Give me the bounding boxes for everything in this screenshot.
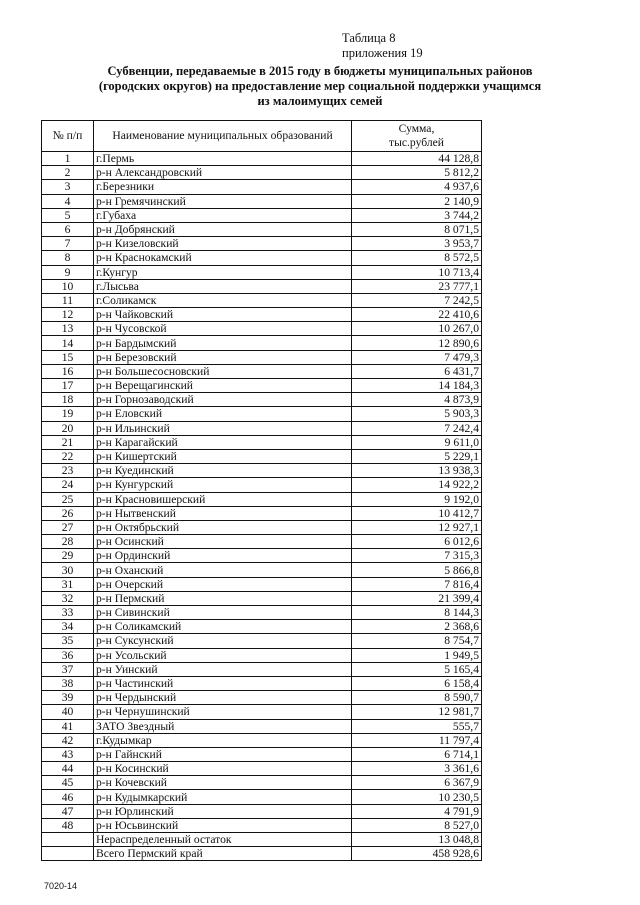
row-sum: 5 903,3 — [352, 407, 482, 421]
row-number: 5 — [42, 208, 94, 222]
table-row — [42, 620, 482, 634]
row-sum: 4 873,9 — [352, 393, 482, 407]
row-sum: 1 949,5 — [352, 648, 482, 662]
row-number: 23 — [42, 464, 94, 478]
municipality-name: р-н Кудымкарский — [94, 790, 352, 804]
row-sum: 3 744,2 — [352, 208, 482, 222]
table-row — [42, 350, 482, 364]
total-label: Всего Пермский край — [94, 847, 352, 861]
total-number — [42, 847, 94, 861]
row-number: 33 — [42, 606, 94, 620]
table-row — [42, 449, 482, 463]
row-sum: 8 754,7 — [352, 634, 482, 648]
row-number: 48 — [42, 818, 94, 832]
row-number: 42 — [42, 733, 94, 747]
table-row — [42, 308, 482, 322]
municipality-name: р-н Кизеловский — [94, 237, 352, 251]
table-row — [42, 705, 482, 719]
unallocated-label: Нераспределенный остаток — [94, 833, 352, 847]
table-row — [42, 279, 482, 293]
table-row — [42, 464, 482, 478]
municipality-name: р-н Юсьвинский — [94, 818, 352, 832]
column-header-sum-line2: тыс.рублей — [389, 136, 444, 149]
row-number: 11 — [42, 293, 94, 307]
table-row — [42, 336, 482, 350]
row-sum: 6 158,4 — [352, 676, 482, 690]
row-number: 8 — [42, 251, 94, 265]
row-number: 41 — [42, 719, 94, 733]
municipality-name: р-н Ординский — [94, 549, 352, 563]
row-sum: 7 242,4 — [352, 421, 482, 435]
row-sum: 14 184,3 — [352, 379, 482, 393]
municipality-name: р-н Красновишерский — [94, 492, 352, 506]
row-number: 24 — [42, 478, 94, 492]
municipality-name: р-н Ильинский — [94, 421, 352, 435]
row-sum: 6 012,6 — [352, 535, 482, 549]
municipality-name: р-н Пермский — [94, 591, 352, 605]
municipality-name: р-н Очерский — [94, 577, 352, 591]
row-sum: 555,7 — [352, 719, 482, 733]
row-sum: 5 229,1 — [352, 449, 482, 463]
table-row — [42, 222, 482, 236]
row-sum: 10 412,7 — [352, 506, 482, 520]
municipality-name: р-н Добрянский — [94, 222, 352, 236]
municipality-name: р-н Краснокамский — [94, 251, 352, 265]
row-sum: 23 777,1 — [352, 279, 482, 293]
table-row — [42, 194, 482, 208]
row-number: 15 — [42, 350, 94, 364]
table-row — [42, 747, 482, 761]
row-sum: 8 144,3 — [352, 606, 482, 620]
table-number-line: Таблица 8 — [342, 31, 396, 45]
row-sum: 44 128,8 — [352, 152, 482, 166]
row-number: 35 — [42, 634, 94, 648]
table-row — [42, 393, 482, 407]
municipality-name: р-н Чайковский — [94, 308, 352, 322]
row-number: 1 — [42, 152, 94, 166]
row-sum: 2 140,9 — [352, 194, 482, 208]
municipality-name: г.Губаха — [94, 208, 352, 222]
municipality-name: р-н Кишертский — [94, 449, 352, 463]
row-number: 38 — [42, 676, 94, 690]
municipality-name: р-н Кунгурский — [94, 478, 352, 492]
municipality-name: р-н Уинский — [94, 662, 352, 676]
municipality-name: р-н Косинский — [94, 762, 352, 776]
municipality-name: р-н Юрлинский — [94, 804, 352, 818]
row-number: 36 — [42, 648, 94, 662]
row-number: 39 — [42, 691, 94, 705]
table-number — [342, 31, 423, 61]
row-number: 25 — [42, 492, 94, 506]
municipality-name: р-н Осинский — [94, 535, 352, 549]
table-row — [42, 152, 482, 166]
row-number: 18 — [42, 393, 94, 407]
row-sum: 7 479,3 — [352, 350, 482, 364]
municipality-name: г.Кунгур — [94, 265, 352, 279]
row-sum: 13 938,3 — [352, 464, 482, 478]
row-sum: 8 527,0 — [352, 818, 482, 832]
row-sum: 7 242,5 — [352, 293, 482, 307]
row-number: 26 — [42, 506, 94, 520]
row-sum: 22 410,6 — [352, 308, 482, 322]
column-header-name: Наименование муниципальных образований — [94, 121, 352, 152]
row-sum: 5 812,2 — [352, 166, 482, 180]
row-sum: 8 572,5 — [352, 251, 482, 265]
row-number: 47 — [42, 804, 94, 818]
table-row — [42, 563, 482, 577]
municipality-name: р-н Нытвенский — [94, 506, 352, 520]
title-line-1: Субвенции, передаваемые в 2015 году в бюджеты муниципальных районов — [107, 64, 533, 78]
document-title — [40, 64, 600, 109]
municipality-name: г.Кудымкар — [94, 733, 352, 747]
row-sum: 6 367,9 — [352, 776, 482, 790]
total-value: 458 928,6 — [352, 847, 482, 861]
table-row — [42, 492, 482, 506]
row-number: 20 — [42, 421, 94, 435]
table-row — [42, 762, 482, 776]
municipality-name: р-н Суксунский — [94, 634, 352, 648]
table-row — [42, 407, 482, 421]
row-sum: 12 927,1 — [352, 520, 482, 534]
municipality-name: р-н Большесосновский — [94, 364, 352, 378]
unallocated-row — [42, 833, 482, 847]
table-row — [42, 549, 482, 563]
row-number: 22 — [42, 449, 94, 463]
title-line-3: из малоимущих семей — [257, 94, 383, 108]
row-number: 19 — [42, 407, 94, 421]
municipality-name: р-н Гремячинский — [94, 194, 352, 208]
municipality-name: р-н Октябрьский — [94, 520, 352, 534]
row-sum: 9 192,0 — [352, 492, 482, 506]
table-row — [42, 478, 482, 492]
row-sum: 9 611,0 — [352, 435, 482, 449]
unallocated-value: 13 048,8 — [352, 833, 482, 847]
row-sum: 5 165,4 — [352, 662, 482, 676]
table-row — [42, 662, 482, 676]
row-sum: 21 399,4 — [352, 591, 482, 605]
row-number: 31 — [42, 577, 94, 591]
municipality-name: р-н Березовский — [94, 350, 352, 364]
table-row — [42, 691, 482, 705]
row-number: 7 — [42, 237, 94, 251]
row-sum: 2 368,6 — [352, 620, 482, 634]
municipality-name: р-н Куединский — [94, 464, 352, 478]
row-sum: 7 816,4 — [352, 577, 482, 591]
row-number: 10 — [42, 279, 94, 293]
table-row — [42, 776, 482, 790]
row-number: 28 — [42, 535, 94, 549]
row-number: 16 — [42, 364, 94, 378]
municipality-name: р-н Карагайский — [94, 435, 352, 449]
row-number: 32 — [42, 591, 94, 605]
municipality-name: р-н Кочевский — [94, 776, 352, 790]
municipality-name: р-н Верещагинский — [94, 379, 352, 393]
column-header-sum — [352, 121, 482, 152]
table-row — [42, 520, 482, 534]
municipality-name: р-н Бардымский — [94, 336, 352, 350]
document-code: 7020-14 — [44, 881, 78, 891]
row-sum: 8 071,5 — [352, 222, 482, 236]
row-sum: 6 431,7 — [352, 364, 482, 378]
table-body — [42, 152, 482, 833]
table-row — [42, 719, 482, 733]
row-sum: 7 315,3 — [352, 549, 482, 563]
municipality-name: р-н Чусовской — [94, 322, 352, 336]
table-row — [42, 535, 482, 549]
row-sum: 6 714,1 — [352, 747, 482, 761]
table-row — [42, 208, 482, 222]
municipality-name: р-н Гайнский — [94, 747, 352, 761]
row-sum: 11 797,4 — [352, 733, 482, 747]
row-number: 2 — [42, 166, 94, 180]
row-number: 17 — [42, 379, 94, 393]
row-number: 12 — [42, 308, 94, 322]
table-row — [42, 364, 482, 378]
row-number: 21 — [42, 435, 94, 449]
table-row — [42, 251, 482, 265]
municipality-name: р-н Сивинский — [94, 606, 352, 620]
table-row — [42, 790, 482, 804]
municipality-name: р-н Еловский — [94, 407, 352, 421]
row-number: 13 — [42, 322, 94, 336]
table-row — [42, 818, 482, 832]
row-sum: 5 866,8 — [352, 563, 482, 577]
municipality-name: г.Пермь — [94, 152, 352, 166]
title-line-2: (городских округов) на предоставление мер социальной поддержки учащимся — [98, 79, 542, 93]
table-row — [42, 591, 482, 605]
table-row — [42, 435, 482, 449]
row-number: 43 — [42, 747, 94, 761]
table-row — [42, 421, 482, 435]
column-header-number: № п/п — [42, 121, 94, 152]
appendix-number-line: приложения 19 — [342, 46, 423, 60]
row-sum: 12 981,7 — [352, 705, 482, 719]
row-sum: 14 922,2 — [352, 478, 482, 492]
row-sum: 10 230,5 — [352, 790, 482, 804]
table-row — [42, 634, 482, 648]
row-sum: 10 713,4 — [352, 265, 482, 279]
table-header-row — [42, 121, 482, 152]
municipality-name: р-н Усольский — [94, 648, 352, 662]
municipality-name: р-н Частинский — [94, 676, 352, 690]
subvention-table — [41, 120, 482, 861]
row-number: 3 — [42, 180, 94, 194]
municipality-name: ЗАТО Звездный — [94, 719, 352, 733]
row-sum: 8 590,7 — [352, 691, 482, 705]
table-row — [42, 733, 482, 747]
row-number: 40 — [42, 705, 94, 719]
table-row — [42, 265, 482, 279]
table-row — [42, 804, 482, 818]
table-row — [42, 180, 482, 194]
row-sum: 3 953,7 — [352, 237, 482, 251]
table-row — [42, 379, 482, 393]
municipality-name: р-н Чердынский — [94, 691, 352, 705]
total-row — [42, 847, 482, 861]
row-number: 27 — [42, 520, 94, 534]
municipality-name: р-н Горнозаводский — [94, 393, 352, 407]
table-row — [42, 506, 482, 520]
row-number: 37 — [42, 662, 94, 676]
row-sum: 4 937,6 — [352, 180, 482, 194]
municipality-name: р-н Чернушинский — [94, 705, 352, 719]
municipality-name: р-н Соликамский — [94, 620, 352, 634]
table-row — [42, 648, 482, 662]
column-header-sum-line1: Сумма, — [398, 122, 435, 135]
row-number: 9 — [42, 265, 94, 279]
unallocated-number — [42, 833, 94, 847]
row-number: 6 — [42, 222, 94, 236]
row-number: 45 — [42, 776, 94, 790]
table-row — [42, 293, 482, 307]
table-row — [42, 166, 482, 180]
municipality-name: г.Березники — [94, 180, 352, 194]
table-row — [42, 606, 482, 620]
row-number: 44 — [42, 762, 94, 776]
row-sum: 4 791,9 — [352, 804, 482, 818]
row-number: 30 — [42, 563, 94, 577]
row-number: 46 — [42, 790, 94, 804]
table-row — [42, 322, 482, 336]
row-number: 14 — [42, 336, 94, 350]
row-number: 4 — [42, 194, 94, 208]
municipality-name: г.Лысьва — [94, 279, 352, 293]
municipality-name: р-н Александровский — [94, 166, 352, 180]
row-number: 34 — [42, 620, 94, 634]
municipality-name: р-н Оханский — [94, 563, 352, 577]
municipality-name: г.Соликамск — [94, 293, 352, 307]
table-row — [42, 676, 482, 690]
row-sum: 3 361,6 — [352, 762, 482, 776]
row-sum: 10 267,0 — [352, 322, 482, 336]
table-row — [42, 237, 482, 251]
row-number: 29 — [42, 549, 94, 563]
row-sum: 12 890,6 — [352, 336, 482, 350]
table-row — [42, 577, 482, 591]
